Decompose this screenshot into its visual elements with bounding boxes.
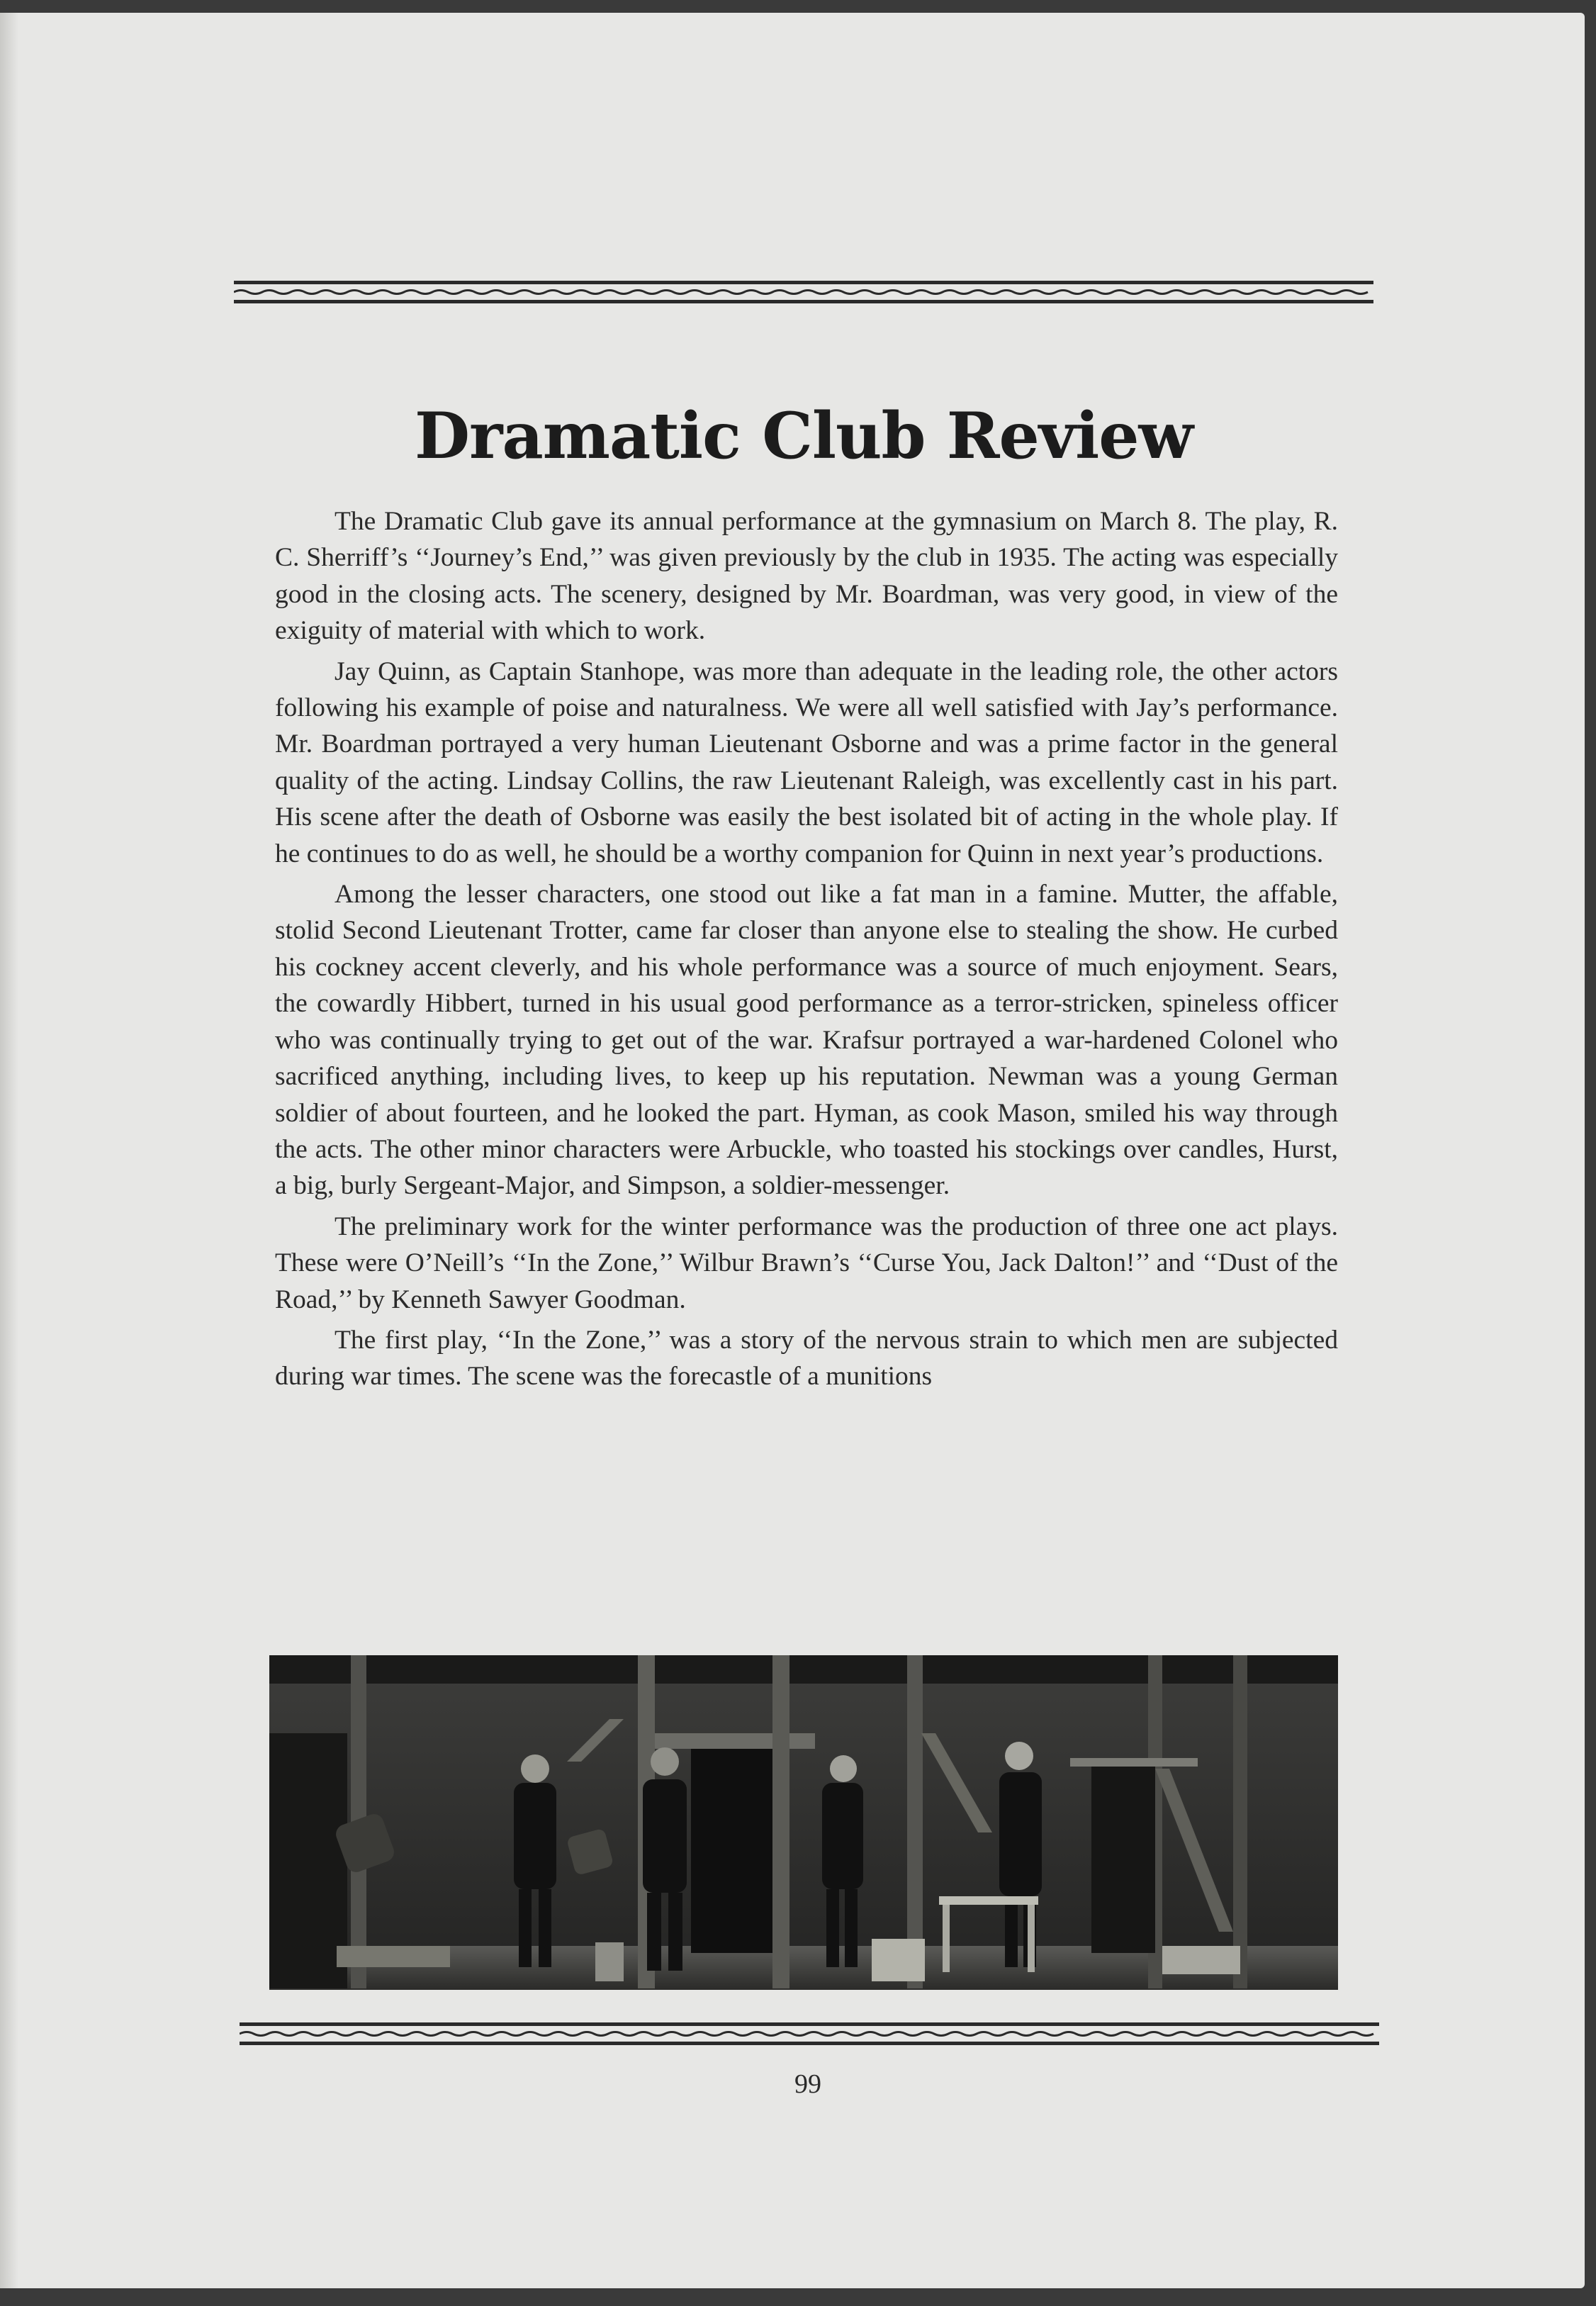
bottom-decorative-rule bbox=[240, 2018, 1379, 2049]
paragraph: The first play, ‘‘In the Zone,’’ was a story of the nervous strain to which men are subjected during war times. The scene was the forecastle of a munitions bbox=[275, 1325, 1338, 1392]
paragraph: Among the lesser characters, one stood out like a fat man in a famine. Mutter, the affable, stolid Second Lieutenant Trotter, came far closer than anyone else to stealing the show. He curbed his cockney accent cleverly, and his whole performance was a source of much enjoyment. Sears, the cowardly Hibbert, turned in his usual good performance as a terror-stricken, spineless officer who was continually trying to get out of the war. Krafsur portrayed a war-hardened Colonel who sacrificed anything, including lives, to keep up his reputation. Newman was a young German soldier of about fourteen, and he looked the part. Hyman, as cook Mason, smiled his way through the acts. The other minor characters were Arbuckle, who toasted his stockings over candles, Hurst, a big, burly Sergeant-Major, and Simpson, a soldier-messenger. bbox=[275, 880, 1338, 1201]
paragraph: Jay Quinn, as Captain Stanhope, was more than adequate in the leading role, the other actors following his example of poise and naturalness. We were all well satisfied with Jay’s performance. Mr. Boardman portrayed a very human Lieutenant Osborne and was a prime factor in the general quality of the acting. Lindsay Collins, the raw Lieutenant Raleigh, was excellently cast in his part. His scene after the death of Osborne was easily the best isolated bit of acting in the whole play. If he continues to do as well, he should be a worthy companion for Quinn in next year’s productions. bbox=[275, 656, 1338, 868]
page-edge bbox=[0, 13, 18, 2288]
paragraph: The preliminary work for the winter performance was the production of three one act plays. These were O’Neill’s ‘‘In the Zone,’’ Wilbur Brawn’s ‘‘Curse You, Jack Dalton!’’ and ‘‘Dust of the Road,’’ by Kenneth Sawyer Goodman. bbox=[275, 1211, 1338, 1314]
page-title: Dramatic Club Review bbox=[414, 398, 1193, 474]
stage-photograph bbox=[269, 1655, 1338, 1990]
top-decorative-rule bbox=[234, 276, 1373, 308]
page-number: 99 bbox=[794, 2069, 821, 2099]
article-body bbox=[275, 503, 1338, 1399]
paragraph: The Dramatic Club gave its annual performance at the gymnasium on March 8. The play, R. C. Sherriff’s ‘‘Journey’s End,’’ was given previously by the club in 1935. The acting was especially good in the closing acts. The scenery, designed by Mr. Boardman, was very good, in view of the exiguity of material with which to work. bbox=[275, 507, 1338, 646]
